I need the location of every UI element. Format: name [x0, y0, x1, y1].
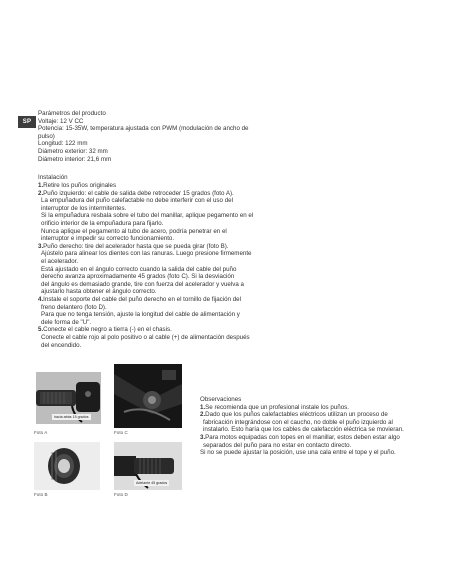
step-text: del ángulo es demasiado grande, tire con fuerza del acelerador y vuelva a — [41, 280, 244, 288]
step-text: del encendido. — [41, 341, 82, 349]
brake-bracket-illustration — [114, 364, 182, 428]
step-text: ajustarlo hasta obtener el ángulo correcto. — [41, 288, 157, 296]
step-number: 1. — [38, 182, 44, 190]
install-step-4 — [38, 296, 290, 304]
observation-3 — [200, 434, 440, 442]
photo-c-brake-bracket — [114, 364, 182, 428]
step-text: Conecte el cable negro a tierra (-) en el chasis. — [43, 326, 172, 334]
step-text: dele forma de "U". — [41, 318, 92, 326]
photo-c-caption: Foto C — [114, 430, 128, 435]
step-text: Puño derecho: tire del acelerador hasta que se pueda girar (foto B). — [43, 242, 229, 250]
obs-text: instalarlo. Esto haría que los cables de calefacción eléctrica se movieran. — [203, 426, 404, 434]
install-step-5 — [38, 326, 290, 334]
observations-title: Observaciones — [200, 396, 242, 403]
install-step-2 — [38, 190, 290, 198]
obs-text: Dado que los puños calefactables eléctricos utilizan un proceso de — [205, 411, 388, 419]
step-text: el acelerador. — [41, 258, 79, 266]
step-text: Instale el soporte del cable del puño derecho en el tornillo de fijación del — [43, 296, 241, 303]
product-parameters — [38, 110, 288, 163]
step-text: Conecte el cable rojo al polo positivo o al cable (+) de alimentación después — [41, 333, 250, 341]
param-outer-diameter: Diámetro exterior: 32 mm — [38, 147, 108, 155]
step-number: 3. — [38, 242, 44, 250]
step-number: 4. — [38, 296, 44, 303]
param-power: Potencia: 15-35W, temperatura ajustada con PWM (modulación de ancho de — [38, 125, 249, 133]
photo-b-grip-end — [34, 442, 100, 490]
param-power-cont: pulso) — [38, 132, 55, 140]
observation-1 — [200, 404, 440, 412]
param-voltage: Voltaje: 12 V CC — [38, 117, 84, 125]
photo-b-caption: Foto B — [34, 492, 48, 497]
param-inner-diameter: Diámetro interior: 21,6 mm — [38, 155, 112, 163]
install-title: Instalación — [38, 174, 68, 181]
grip-end-illustration — [34, 442, 100, 490]
observation-2 — [200, 411, 440, 419]
photo-d-caption: Foto D — [114, 492, 128, 497]
step-text: La empuñadura del puño calefactable no debe interferir con el uso del — [41, 197, 233, 205]
obs-text: Para motos equipadas con topes en el manillar, estos deben estar algo — [205, 433, 400, 441]
step-text: Está ajustado en el ángulo correcto cuando la salida del cable del puño — [41, 265, 237, 273]
step-number: 2. — [38, 189, 44, 197]
step-text: derecho avanza aproximadamente 45 grados (foto C). Si la desviación — [41, 273, 235, 281]
obs-text: Se recomienda que un profesional instale los puños. — [205, 403, 349, 411]
param-length: Longitud: 122 mm — [38, 140, 88, 148]
obs-text: separados del puño para no estar en contacto directo. — [203, 441, 352, 449]
install-step-1 — [38, 182, 290, 190]
params-title: Parámetros del producto — [38, 110, 106, 117]
step-text: Ajústelo para alinear los dientes con las ranuras. Luego presione firmemente — [41, 250, 252, 258]
step-text: Nunca aplique el pegamento al tubo de acero, podría penetrar en el — [41, 227, 227, 235]
installation-section — [38, 174, 290, 349]
install-step-3 — [38, 243, 290, 251]
photo-a-label: hacia atrás 15 grados — [54, 415, 89, 419]
step-number: 5. — [38, 326, 44, 334]
language-badge: SP — [18, 116, 36, 128]
photo-a-caption: Foto A — [34, 430, 48, 435]
step-text: orificio interior de la empuñadura para fijarlo. — [41, 220, 164, 228]
step-text: interruptor e impedir su correcto funcionamiento. — [41, 235, 175, 243]
observation-4: Si no se puede ajustar la posición, use una cala entre el tope y el puño. — [200, 449, 396, 457]
photo-d-right-grip — [114, 442, 182, 490]
step-text: freno delantero (foto D). — [41, 303, 107, 311]
photo-d-label: Adelante 45 grados — [136, 481, 168, 485]
step-text: interruptor de los intermitentes. — [41, 204, 127, 212]
step-text: Si la empuñadura resbala sobre el tubo del manillar, aplique pegamento en el — [41, 212, 254, 220]
obs-text: fabricación integrándose con el caucho, no doble el puño izquierdo al — [203, 418, 393, 426]
step-text: Puño izquierdo: el cable de salida debe retroceder 15 grados (foto A). — [43, 189, 234, 197]
obs-number: 3. — [200, 433, 206, 441]
obs-number: 2. — [200, 411, 206, 419]
observations-section — [200, 396, 440, 457]
obs-number: 1. — [200, 403, 206, 411]
photo-a-left-grip — [36, 372, 101, 424]
step-text: Retire los puños originales — [43, 182, 117, 190]
step-text: Para que no tenga tensión, ajuste la longitud del cable de alimentación y — [41, 311, 240, 319]
